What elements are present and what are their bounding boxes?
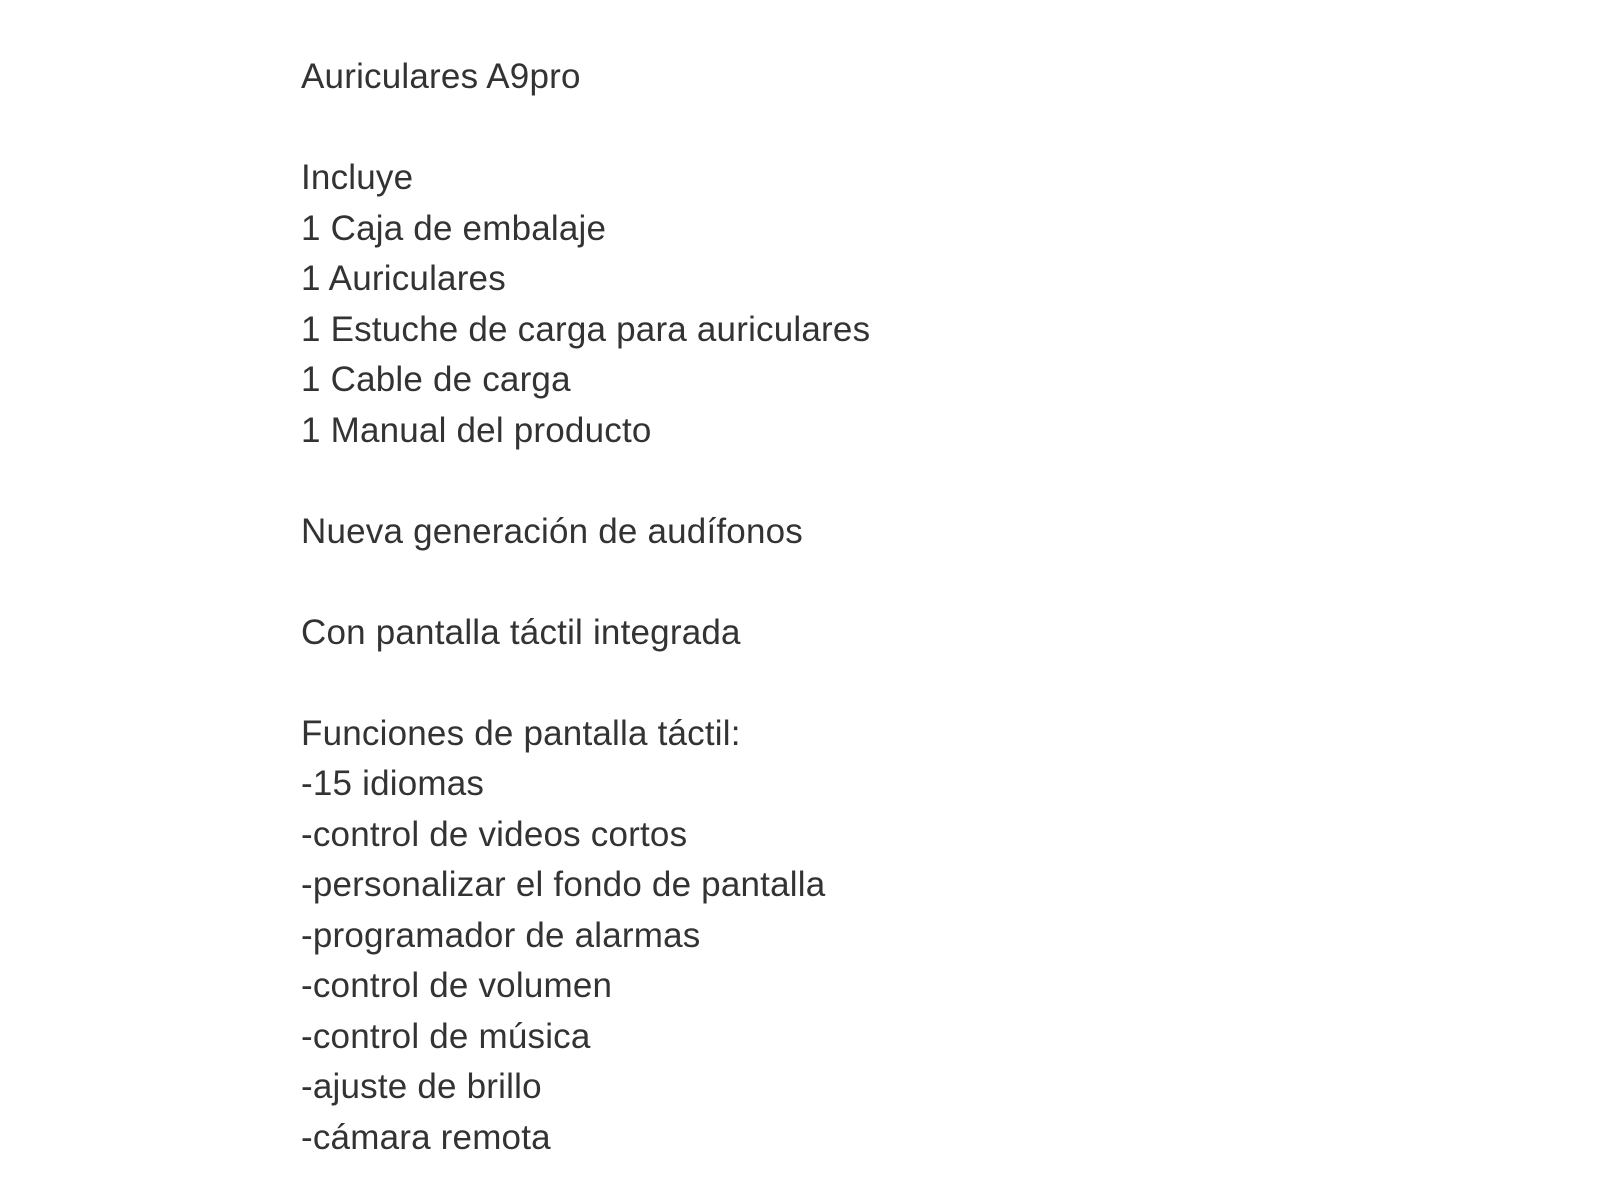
- spacer: [301, 103, 1501, 154]
- includes-item: 1 Manual del producto: [301, 410, 652, 450]
- touch-function-item: -15 idiomas: [301, 764, 485, 803]
- touch-function-item: -cámara remota: [301, 1117, 551, 1157]
- spacer: [301, 658, 1501, 709]
- touch-functions-heading: Funciones de pantalla táctil:: [301, 713, 741, 753]
- tagline: Nueva generación de audífonos: [301, 511, 804, 551]
- includes-item: 1 Cable de carga: [301, 360, 571, 399]
- feature-line: Con pantalla táctil integrada: [301, 612, 741, 652]
- touch-function-item: -control de música: [301, 1016, 591, 1056]
- touch-function-item: -personalizar el fondo de pantalla: [301, 865, 826, 904]
- includes-item: 1 Auriculares: [301, 259, 506, 298]
- spacer: [301, 456, 1501, 507]
- includes-item: 1 Caja de embalaje: [301, 208, 607, 248]
- touch-function-item: -programador de alarmas: [301, 915, 701, 955]
- includes-heading: Incluye: [301, 158, 414, 197]
- spacer: [301, 557, 1501, 608]
- touch-function-item: -ajuste de brillo: [301, 1067, 542, 1106]
- product-description: [301, 52, 1501, 1163]
- product-title: Auriculares A9pro: [301, 57, 581, 96]
- touch-function-item: -control de volumen: [301, 966, 613, 1005]
- includes-item: 1 Estuche de carga para auriculares: [301, 309, 871, 349]
- touch-function-item: -control de videos cortos: [301, 814, 688, 854]
